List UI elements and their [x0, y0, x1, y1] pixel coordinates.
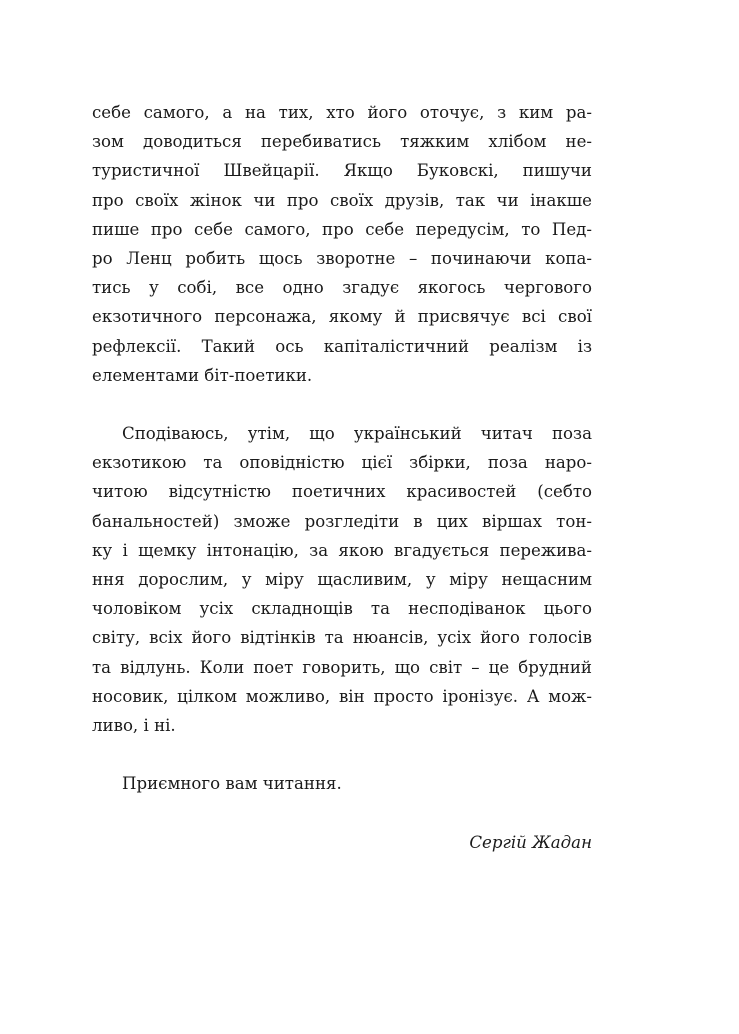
text-line: та відлунь. Коли поет говорить, що світ – це брудний [92, 657, 592, 677]
text-line: елементами біт-поетики. [92, 365, 313, 385]
text-line: ку і щемку інтонацію, за якою вгадується пережива- [92, 540, 592, 560]
text-line: екзотикою та оповідністю цієї збірки, поза наро- [92, 453, 592, 473]
text-line: світу, всіх його відтінків та нюансів, усіх його голосів [92, 628, 592, 648]
author-signature: Сергій Жадан [469, 832, 592, 852]
text-line: рефлексії. Такий ось капіталістичний реалізм із [92, 336, 592, 356]
text-line: читою відсутністю поетичних красивостей (себто [92, 482, 592, 502]
text-line: ливо, і ні. [92, 715, 176, 735]
paragraph-gap [92, 740, 592, 769]
text-line: екзотичного персонажа, якому й присвячує всі свої [92, 307, 592, 327]
paragraph-gap [92, 390, 592, 419]
text-line: банальностей) зможе розгледіти в цих віршах тон- [92, 511, 592, 531]
text-line: Приємного вам читання. [122, 774, 342, 794]
text-line: туристичної Швейцарії. Якщо Буковскі, пишучи [92, 161, 592, 181]
paragraph-1 [92, 98, 592, 390]
text-line: ння дорослим, у міру щасливим, у міру нещасним [92, 570, 592, 589]
text-line: себе самого, а на тих, хто його оточує, з ким ра- [92, 103, 592, 122]
text-line: чоловіком усіх складнощів та несподіванок цього [92, 599, 592, 619]
paragraph-3 [92, 769, 592, 798]
paragraph-2 [92, 419, 592, 740]
text-line: тись у собі, все одно згадує якогось чергового [92, 278, 592, 298]
text-line: Сподіваюсь, утім, що український читач поза [122, 424, 592, 444]
text-line: пише про себе самого, про себе передусім, то Пед- [92, 219, 592, 239]
text-line: ро Ленц робить щось зворотне – починаючи копа- [92, 248, 592, 268]
text-line: носовик, цілком можливо, він просто іронізує. А мож- [92, 686, 592, 706]
page-text [92, 98, 592, 857]
text-line: зом доводиться перебиватись тяжким хлібом не- [92, 132, 592, 152]
text-line: про своїх жінок чи про своїх друзів, так чи інакше [92, 190, 592, 210]
